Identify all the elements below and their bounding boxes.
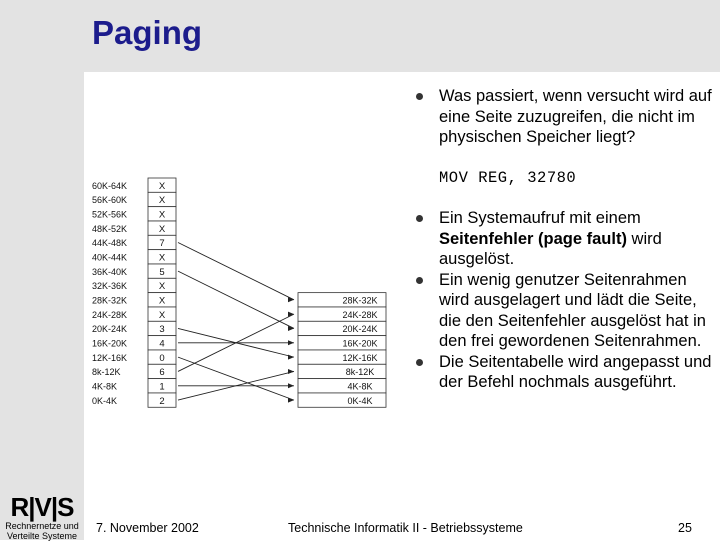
page-table-entry: 3: [159, 324, 165, 336]
physical-frame-label: 28K-32K: [342, 295, 378, 306]
virtual-page-label: 36K-40K: [92, 266, 128, 277]
bullet-text: Was passiert, wenn versucht wird auf eine Seite zuzugreifen, die nicht im physischen Speicher liegt?: [439, 87, 712, 146]
page-table-entry: 0: [159, 352, 165, 364]
virtual-page-label: 20K-24K: [92, 324, 128, 335]
page-table-diagram: [88, 174, 398, 414]
page-table-entry: 7: [159, 238, 165, 250]
virtual-page-label: 4K-8K: [92, 381, 118, 392]
bullet-dot-icon: [416, 359, 423, 366]
page-table-entry: X: [158, 195, 166, 207]
physical-frame-box: [298, 393, 386, 407]
virtual-page-label: 40K-44K: [92, 252, 128, 263]
logo-subtitle-1: Rechnernetze und: [5, 521, 79, 531]
physical-frame-label: 24K-28K: [342, 309, 378, 320]
physical-frame-label: 16K-20K: [342, 338, 378, 349]
page-number: 25: [678, 521, 692, 535]
mapping-arrow: [178, 242, 294, 299]
bullet-list: [414, 86, 714, 393]
page-table-entry: X: [158, 209, 166, 221]
page-table-entry: 1: [159, 381, 165, 393]
page-table-entry: X: [158, 295, 166, 307]
virtual-page-label: 56K-60K: [92, 195, 128, 206]
virtual-page-label: 44K-48K: [92, 238, 128, 249]
footer-date: 7. November 2002: [96, 521, 199, 535]
slide-title: Paging: [92, 14, 203, 51]
footer-course: Technische Informatik II - Betriebssysteme: [288, 521, 523, 535]
physical-frame-box: [298, 379, 386, 393]
virtual-page-label: 24K-28K: [92, 309, 128, 320]
page-table-entry: X: [158, 223, 166, 235]
bullet-item: [414, 86, 714, 148]
bullet-item: [414, 270, 714, 352]
rvs-logo: [2, 493, 82, 541]
virtual-page-label: 16K-20K: [92, 338, 128, 349]
bullet-item: [414, 208, 714, 270]
physical-frame-label: 12K-16K: [342, 352, 378, 363]
bullet-text: Ein wenig genutzer Seitenrahmen wird ausgelagert und lädt die Seite, die den Seitenfehler ausgelöst hat in den frei gewordenen Seitenrahmen.: [439, 270, 706, 350]
arrow-head-icon: [288, 398, 294, 403]
physical-frame-label: 20K-24K: [342, 324, 378, 335]
page-table-entry: X: [158, 252, 166, 264]
bullet-text: Die Seitentabelle wird angepasst und der Befehl nochmals ausgeführt.: [439, 352, 712, 391]
page-table-entry: X: [158, 281, 166, 293]
page-table-entry: 2: [159, 395, 165, 407]
mapping-arrow: [178, 357, 294, 400]
bullet-text: Ein Systemaufruf mit einem Seitenfehler (page fault) wird ausgelöst.: [439, 209, 662, 268]
page-table-entry: 5: [159, 266, 165, 278]
page-table-entry: X: [158, 309, 166, 321]
virtual-page-label: 48K-52K: [92, 223, 128, 234]
physical-frame-label: 0K-4K: [347, 395, 373, 406]
bullet-dot-icon: [416, 277, 423, 284]
page-table-entry: X: [158, 180, 166, 192]
bullet-dot-icon: [416, 215, 423, 222]
page-table-entry: 6: [159, 367, 165, 379]
arrow-head-icon: [288, 355, 294, 360]
virtual-page-label: 0K-4K: [92, 395, 118, 406]
bullet-dot-icon: [416, 93, 423, 100]
code-line: MOV REG, 32780: [439, 168, 577, 187]
logo-wordmark: R|V|S: [10, 492, 74, 522]
page-table-entry: 4: [159, 338, 165, 350]
virtual-page-label: 52K-56K: [92, 209, 128, 220]
mapping-arrow: [178, 271, 294, 328]
left-sidebar-band: [0, 0, 84, 540]
arrow-head-icon: [288, 340, 294, 345]
arrow-head-icon: [288, 383, 294, 388]
logo-subtitle-2: Verteilte Systeme: [6, 531, 78, 541]
virtual-page-label: 28K-32K: [92, 295, 128, 306]
bold-term: Seitenfehler (page fault): [439, 229, 627, 248]
arrow-head-icon: [288, 369, 294, 374]
physical-frame-label: 4K-8K: [347, 381, 373, 392]
virtual-page-label: 60K-64K: [92, 180, 128, 191]
bullet-item: [414, 352, 714, 393]
virtual-page-label: 32K-36K: [92, 281, 128, 292]
physical-frame-label: 8k-12K: [345, 367, 375, 378]
virtual-page-label: 8k-12K: [92, 367, 121, 378]
virtual-page-label: 12K-16K: [92, 352, 128, 363]
